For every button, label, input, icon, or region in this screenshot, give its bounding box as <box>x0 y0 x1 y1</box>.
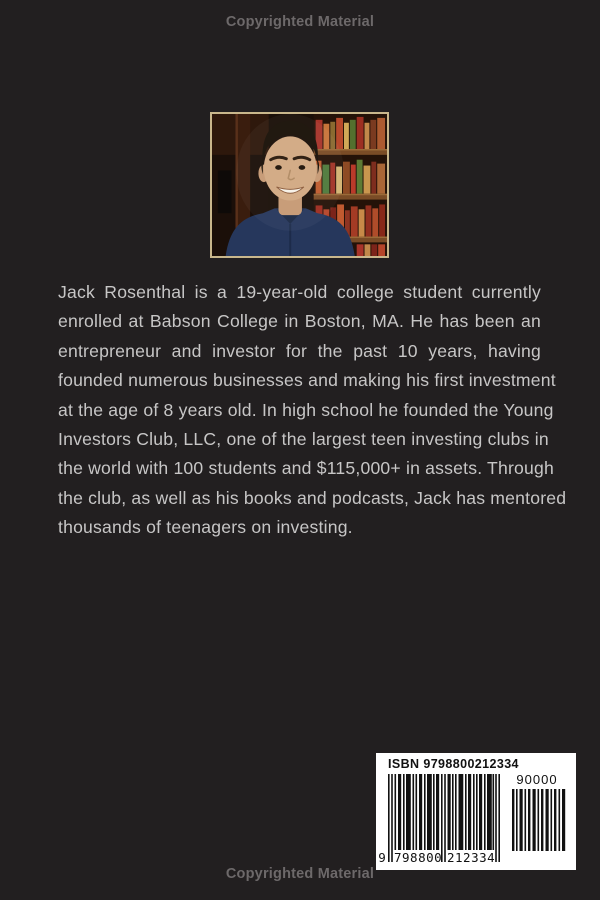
bio-line: the world with 100 students and $115,000+ in assets. Through <box>58 458 554 479</box>
bio-line: founded numerous businesses and making his first investment <box>58 370 556 391</box>
barcode-digit-lead: 9 <box>378 850 386 865</box>
ean13-barcode <box>388 774 500 862</box>
bio-line: Investors Club, LLC, one of the largest teen investing clubs in <box>58 429 549 450</box>
author-photo <box>210 112 389 258</box>
bio-line: Jack Rosenthal is a 19-year-old college student currently <box>58 282 541 302</box>
barcode-digit-group2: 212334 <box>447 850 496 865</box>
barcode-digits <box>376 850 576 866</box>
barcode-price-code: 90000 <box>516 772 558 787</box>
copyright-watermark-bottom: Copyrighted Material <box>225 866 375 882</box>
bio-line: at the age of 8 years old. In high school he founded the Young <box>58 399 554 420</box>
bio-line: the club, as well as his books and podcasts, Jack has mentored <box>58 487 567 508</box>
author-photo-illustration <box>212 114 387 256</box>
addon-barcode <box>512 789 566 851</box>
barcode-digit-group1: 798800 <box>394 850 443 865</box>
barcode-panel <box>376 753 576 870</box>
bio-line: enrolled at Babson College in Boston, MA. He has been an <box>58 311 541 332</box>
author-bio <box>58 278 567 543</box>
isbn-label: ISBN 9798800212334 <box>388 757 519 771</box>
bio-line: entrepreneur and investor for the past 10 years, having <box>58 340 541 361</box>
copyright-watermark-top: Copyrighted Material <box>225 14 375 30</box>
bio-line: thousands of teenagers on investing. <box>58 517 353 538</box>
